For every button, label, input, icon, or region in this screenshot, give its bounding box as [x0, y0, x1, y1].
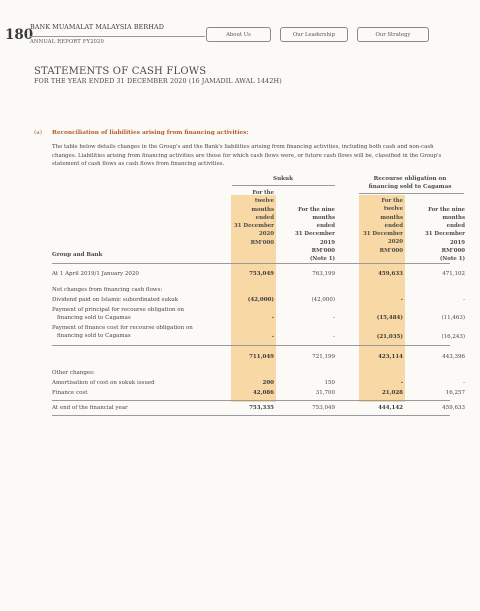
table-cell: (21,035)	[376, 334, 403, 340]
table-cell: -	[333, 315, 335, 321]
section-title: Reconciliation of liabilities arising from financing activities:	[52, 130, 249, 136]
column-header-line	[405, 197, 465, 205]
table-cell: 444,142	[378, 405, 403, 411]
table-cell: 443,396	[442, 354, 465, 360]
table-cell: (16,243)	[441, 334, 465, 340]
table-cell: 753,049	[249, 271, 274, 277]
column-header-line: RM'000	[311, 248, 335, 255]
column-header-line: (Note 1)	[309, 256, 335, 263]
table-cell: -	[463, 297, 465, 303]
table-cell: 16,257	[445, 390, 465, 396]
page-number: 180	[5, 27, 34, 43]
column-header-line: RM'000	[250, 239, 274, 246]
column-header-line	[405, 189, 465, 197]
column-header-line: twelve	[383, 206, 403, 213]
table-row-label: Dividend paid on Islamic subordinated sukuk	[52, 297, 179, 303]
table-row-label: Amortisation of cost on sukuk issued	[52, 380, 155, 386]
table-row-label: At 1 April 2019/1 January 2020	[52, 271, 139, 277]
table-cell: -	[271, 315, 274, 321]
table-cell: (42,000)	[247, 297, 274, 303]
column-header-line: 2020	[387, 239, 403, 246]
column-header-line: ended	[316, 223, 335, 230]
table-cell: (42,000)	[311, 297, 335, 303]
table-cell: 753,049	[312, 405, 335, 411]
nav-our-leadership-button[interactable]: Our Leadership	[280, 27, 348, 42]
table-cell: 763,199	[312, 271, 335, 277]
table-row-label: Finance cost	[52, 390, 88, 396]
column-header-line	[275, 189, 335, 197]
table-cell: 459,633	[442, 405, 465, 411]
section-label: (a)	[34, 130, 42, 136]
column-header-line: 31 December	[425, 231, 465, 238]
table-cell: -	[463, 380, 465, 386]
statement-title: STATEMENTS OF CASH FLOWS	[34, 66, 207, 77]
column-header-line: For the	[252, 190, 274, 196]
table-cell: -	[271, 334, 274, 340]
nav-about-us-button[interactable]: About Us	[206, 27, 271, 42]
statement-subtitle: FOR THE YEAR ENDED 31 DECEMBER 2020 (16 JAMADIL AWAL 1442H)	[34, 77, 282, 85]
header-divider	[30, 36, 205, 37]
group-header-line: financing sold to Cagamas	[368, 184, 452, 191]
column-header-line: 2020	[258, 231, 274, 238]
header-bottom-rule	[52, 263, 450, 264]
column-header-line: For the	[381, 198, 403, 204]
table-cell: -	[400, 380, 403, 386]
section-description: The table below details changes in the Group's and the Bank's liabilities arising from financing activities, including both cash and non-cash changes. Liabilities arising from financing activities are those for which cash flows were, or future cash flows will be, classified in the Group's statement of cash flows as cash flows from financing activities.	[52, 144, 442, 168]
table-row-label: Net changes from financing cash flows:	[52, 287, 163, 293]
table-row-label-line: financing sold to Cagamas	[57, 333, 131, 340]
total-bottom-rule	[52, 415, 450, 416]
column-header-line: 2019	[319, 239, 335, 246]
table-row-label: At end of the financial year	[52, 405, 128, 411]
table-cell: 711,049	[249, 354, 274, 360]
table-cell: (15,484)	[376, 315, 403, 321]
group-header-sukuk	[232, 175, 334, 183]
table-cell: (11,463)	[441, 315, 465, 321]
bank-name: BANK MUAMALAT MALAYSIA BERHAD	[30, 23, 164, 31]
table-cell: 459,633	[378, 271, 403, 277]
table-cell: 21,028	[381, 390, 403, 396]
column-header-line: months	[380, 214, 403, 221]
table-cell: 31,700	[315, 390, 335, 396]
column-header-line: RM'000	[441, 248, 465, 255]
column-header-line: 31 December	[234, 223, 274, 230]
column-header-line: ended	[446, 223, 465, 230]
table-row-label: Other changes:	[52, 370, 95, 376]
column-header-line: 31 December	[363, 231, 403, 238]
column-header-sukuk-2019	[275, 189, 335, 264]
table-cell: 423,114	[378, 354, 403, 360]
column-header-cagamas-2020	[343, 197, 403, 255]
table-cell: -	[400, 297, 403, 303]
table-cell: -	[333, 334, 335, 340]
column-header-line: months	[312, 214, 335, 221]
total-top-rule	[52, 400, 450, 401]
table-row-label-line: financing sold to Cagamas	[57, 315, 131, 322]
table-cell: 150	[324, 380, 335, 386]
table-row-label	[52, 306, 184, 322]
column-header-line: RM'000	[379, 247, 403, 254]
column-header-line: 31 December	[295, 231, 335, 238]
column-header-line: (Note 1)	[439, 256, 465, 263]
column-header-line: For the nine	[298, 206, 335, 213]
column-header-line: ended	[255, 214, 274, 221]
column-header-line: 2019	[449, 239, 465, 246]
column-header-line	[275, 197, 335, 205]
row-header-group-and-bank: Group and Bank	[52, 252, 103, 258]
report-name: ANNUAL REPORT FY2020	[30, 39, 104, 45]
column-header-line: ended	[384, 222, 403, 229]
column-header-line: twelve	[254, 198, 274, 205]
group-header-line: Sukuk	[273, 176, 293, 182]
table-row-label-line: Payment of principal for recourse obligation on	[52, 307, 185, 313]
column-header-cagamas-2019	[405, 189, 465, 264]
column-header-sukuk-2020	[214, 189, 274, 247]
column-header-line: months	[251, 206, 274, 213]
table-cell: 471,102	[442, 271, 465, 277]
table-cell: 200	[262, 380, 274, 386]
table-row-label-line: Payment of finance cost for recourse obligation on	[52, 325, 193, 331]
table-cell: 721,199	[312, 354, 335, 360]
table-row-label	[52, 324, 193, 340]
group-rule-sukuk	[232, 185, 335, 186]
subtotal-top-rule	[52, 345, 450, 346]
nav-our-strategy-button[interactable]: Our Strategy	[357, 27, 429, 42]
group-header-line: Recourse obligation on	[373, 176, 447, 182]
column-header-line: For the nine	[428, 206, 465, 213]
column-header-line: months	[442, 214, 465, 221]
table-cell: 753,335	[249, 405, 274, 411]
table-cell: 42,086	[252, 390, 274, 396]
